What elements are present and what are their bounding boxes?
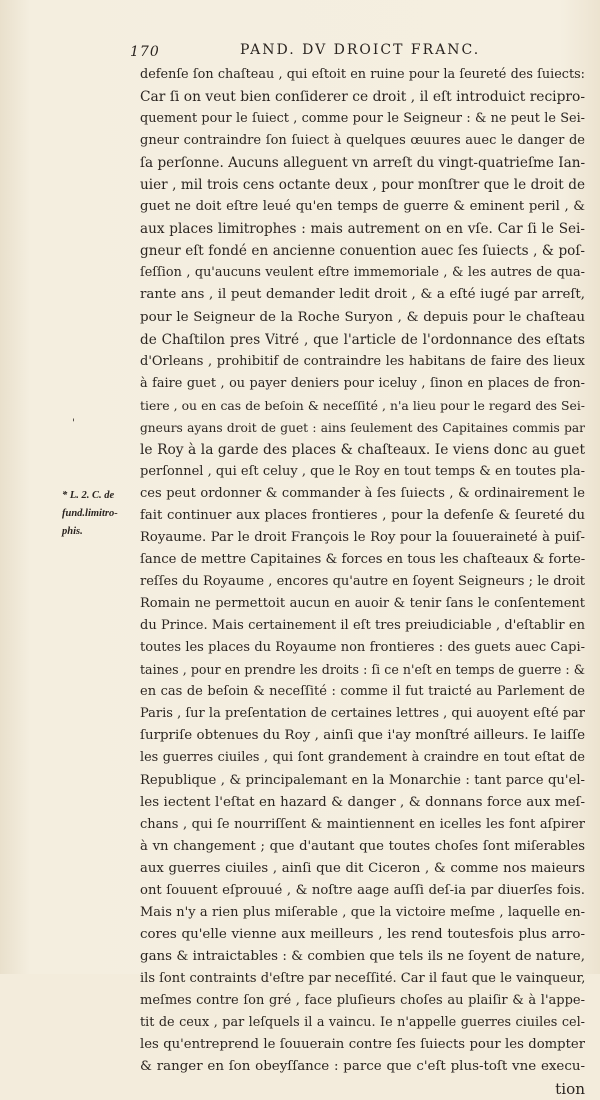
text-line: Paris , ſur la preſentation de certaines lettres , qui auoyent eſté par (140, 706, 585, 722)
text-line: à vn changement ; que d'autant que toutes choſes ſont miſerables (140, 838, 585, 854)
text-line: à faire guet , ou payer deniers pour iceluy , ſinon en places de fron- (140, 375, 585, 391)
text-line: ont ſouuent eſprouué , & noſtre aage auſſi deſ-ia par diuerſes fois. (140, 882, 585, 898)
text-line: ſa perſonne. Aucuns alleguent vn arreſt du vingt-quatrieſme Ian- (140, 155, 585, 172)
text-line: Romain ne permettoit aucun en auoir & tenir ſans le conſentement (140, 596, 585, 612)
text-line: tion (555, 1080, 585, 1099)
text-line: defenſe ſon chaſteau , qui eſtoit en ruine pour la ſeureté des ſuiects: (140, 67, 585, 82)
text-line: ſance de mettre Capitaines & forces en tous les chaſteaux & forte- (140, 552, 585, 568)
margin-note-line-1: * L. 2. C. de (62, 490, 115, 501)
text-line: gneurs ayans droit de guet : ains ſeulement des Capitaines commis par (140, 420, 585, 435)
text-line: ſeſſion , qu'aucuns veulent eſtre immemoriale , & les autres de qua- (140, 265, 585, 281)
text-line: cores qu'elle vienne aux meilleurs , les rend toutesfois plus arro- (140, 926, 585, 942)
text-line: d'Orleans , prohibitif de contraindre les habitans de faire des lieux (140, 353, 585, 369)
margin-note-line-2: fund.limitro- (62, 508, 118, 519)
text-line: uier , mil trois cens octante deux , pour monſtrer que le droit de (140, 177, 585, 194)
text-line: aux guerres ciuiles , ainſi que dit Ciceron , & comme nos maieurs (140, 860, 585, 876)
text-line: toutes les places du Royaume non frontieres : des guets auec Capi- (140, 640, 585, 656)
text-line: ils ſont contraints d'eſtre par neceſſité. Car il faut que le vainqueur, (140, 970, 585, 986)
text-line: Republique , & principalemant en la Monarchie : tant parce qu'el- (140, 772, 585, 788)
text-line: meſmes contre ſon gré , face pluſieurs choſes au plaiſir & à l'appe- (140, 992, 585, 1008)
text-line: gneur contraindre ſon ſuiect à quelques œuures auec le danger de (140, 133, 585, 149)
text-line: les guerres ciuiles , qui ſont grandement à craindre en tout eſtat de (140, 750, 585, 766)
text-line: ſurpriſe obtenues du Roy , ainſi que i'ay monſtré ailleurs. Ie laiſſe (140, 728, 585, 744)
text-line: rante ans , il peut demander ledit droit , & a eſté iugé par arreſt, (140, 287, 585, 303)
margin-note-line-3: phis. (62, 526, 83, 537)
margin-asterisk-mark: ' (72, 418, 75, 429)
text-line: & ranger en ſon obeyſſance : parce que c'eſt plus-toſt vne execu- (140, 1059, 585, 1075)
text-line: Car ſi on veut bien conſiderer ce droit , il eſt introduict recipro- (140, 89, 585, 106)
body-text (140, 64, 585, 1100)
text-line: aux places limitrophes : mais autrement on en vſe. Car ſi le Sei- (140, 221, 585, 238)
text-line: les iectent l'eſtat en hazard & danger , & donnans force aux meſ- (140, 794, 585, 810)
page-header (130, 40, 570, 64)
text-line: de Chaſtilon pres Vitré , que l'article de l'ordonnance des eſtats (140, 331, 585, 348)
text-line: guet ne doit eſtre leué qu'en temps de guerre & eminent peril , & (140, 199, 585, 215)
text-line: les qu'entreprend le ſouuerain contre ſes ſuiects pour les dompter (140, 1037, 585, 1053)
text-line: tiere , ou en cas de beſoin & neceſſité , n'a lieu pour le regard des Sei- (140, 397, 585, 413)
text-line: Mais n'y a rien plus miſerable , que la victoire meſme , laquelle en- (140, 904, 585, 920)
text-line: en cas de beſoin & neceſſité : comme il fut traicté au Parlement de (140, 684, 585, 700)
text-line: le Roy à la garde des places & chaſteaux. Ie viens donc au guet (140, 441, 585, 458)
text-line: gneur eſt fondé en ancienne conuention auec ſes ſuiects , & poſ- (140, 243, 585, 260)
text-line: Royaume. Par le droit François le Roy pour la ſouueraineté à puiſ- (140, 529, 585, 545)
text-line: perſonnel , qui eſt celuy , que le Roy en tout temps & en toutes pla- (140, 463, 585, 479)
running-title: PAND. DV DROICT FRANC. (240, 42, 481, 58)
text-line: du Prince. Mais certainement il eſt tres preiudiciable , d'eſtablir en (140, 618, 585, 634)
text-line: taines , pour en prendre les droits : ſi ce n'eſt en temps de guerre : & (140, 662, 585, 678)
text-line: reſſes du Royaume , encores qu'autre en ſoyent Seigneurs ; le droit (140, 574, 585, 590)
text-line: tit de ceux , par leſquels il a vaincu. Ie n'appelle guerres ciuiles cel- (140, 1015, 585, 1031)
text-line: gans & intraictables : & combien que tels ils ne ſoyent de nature, (140, 948, 585, 964)
page-number: 170 (130, 44, 160, 60)
text-line: chans , qui ſe nourriſſent & maintiennent en icelles les font aſpirer (140, 816, 585, 832)
text-line: ces peut ordonner & commander à ſes ſuiects , & ordinairement le (140, 485, 585, 501)
text-line: pour le Seigneur de la Roche Suryon , & depuis pour le chaſteau (140, 309, 585, 325)
text-line: quement pour le ſuiect , comme pour le Seigneur : & ne peut le Sei- (140, 111, 585, 127)
text-line: fait continuer aux places frontieres , pour la defenſe & ſeureté du (140, 507, 585, 523)
